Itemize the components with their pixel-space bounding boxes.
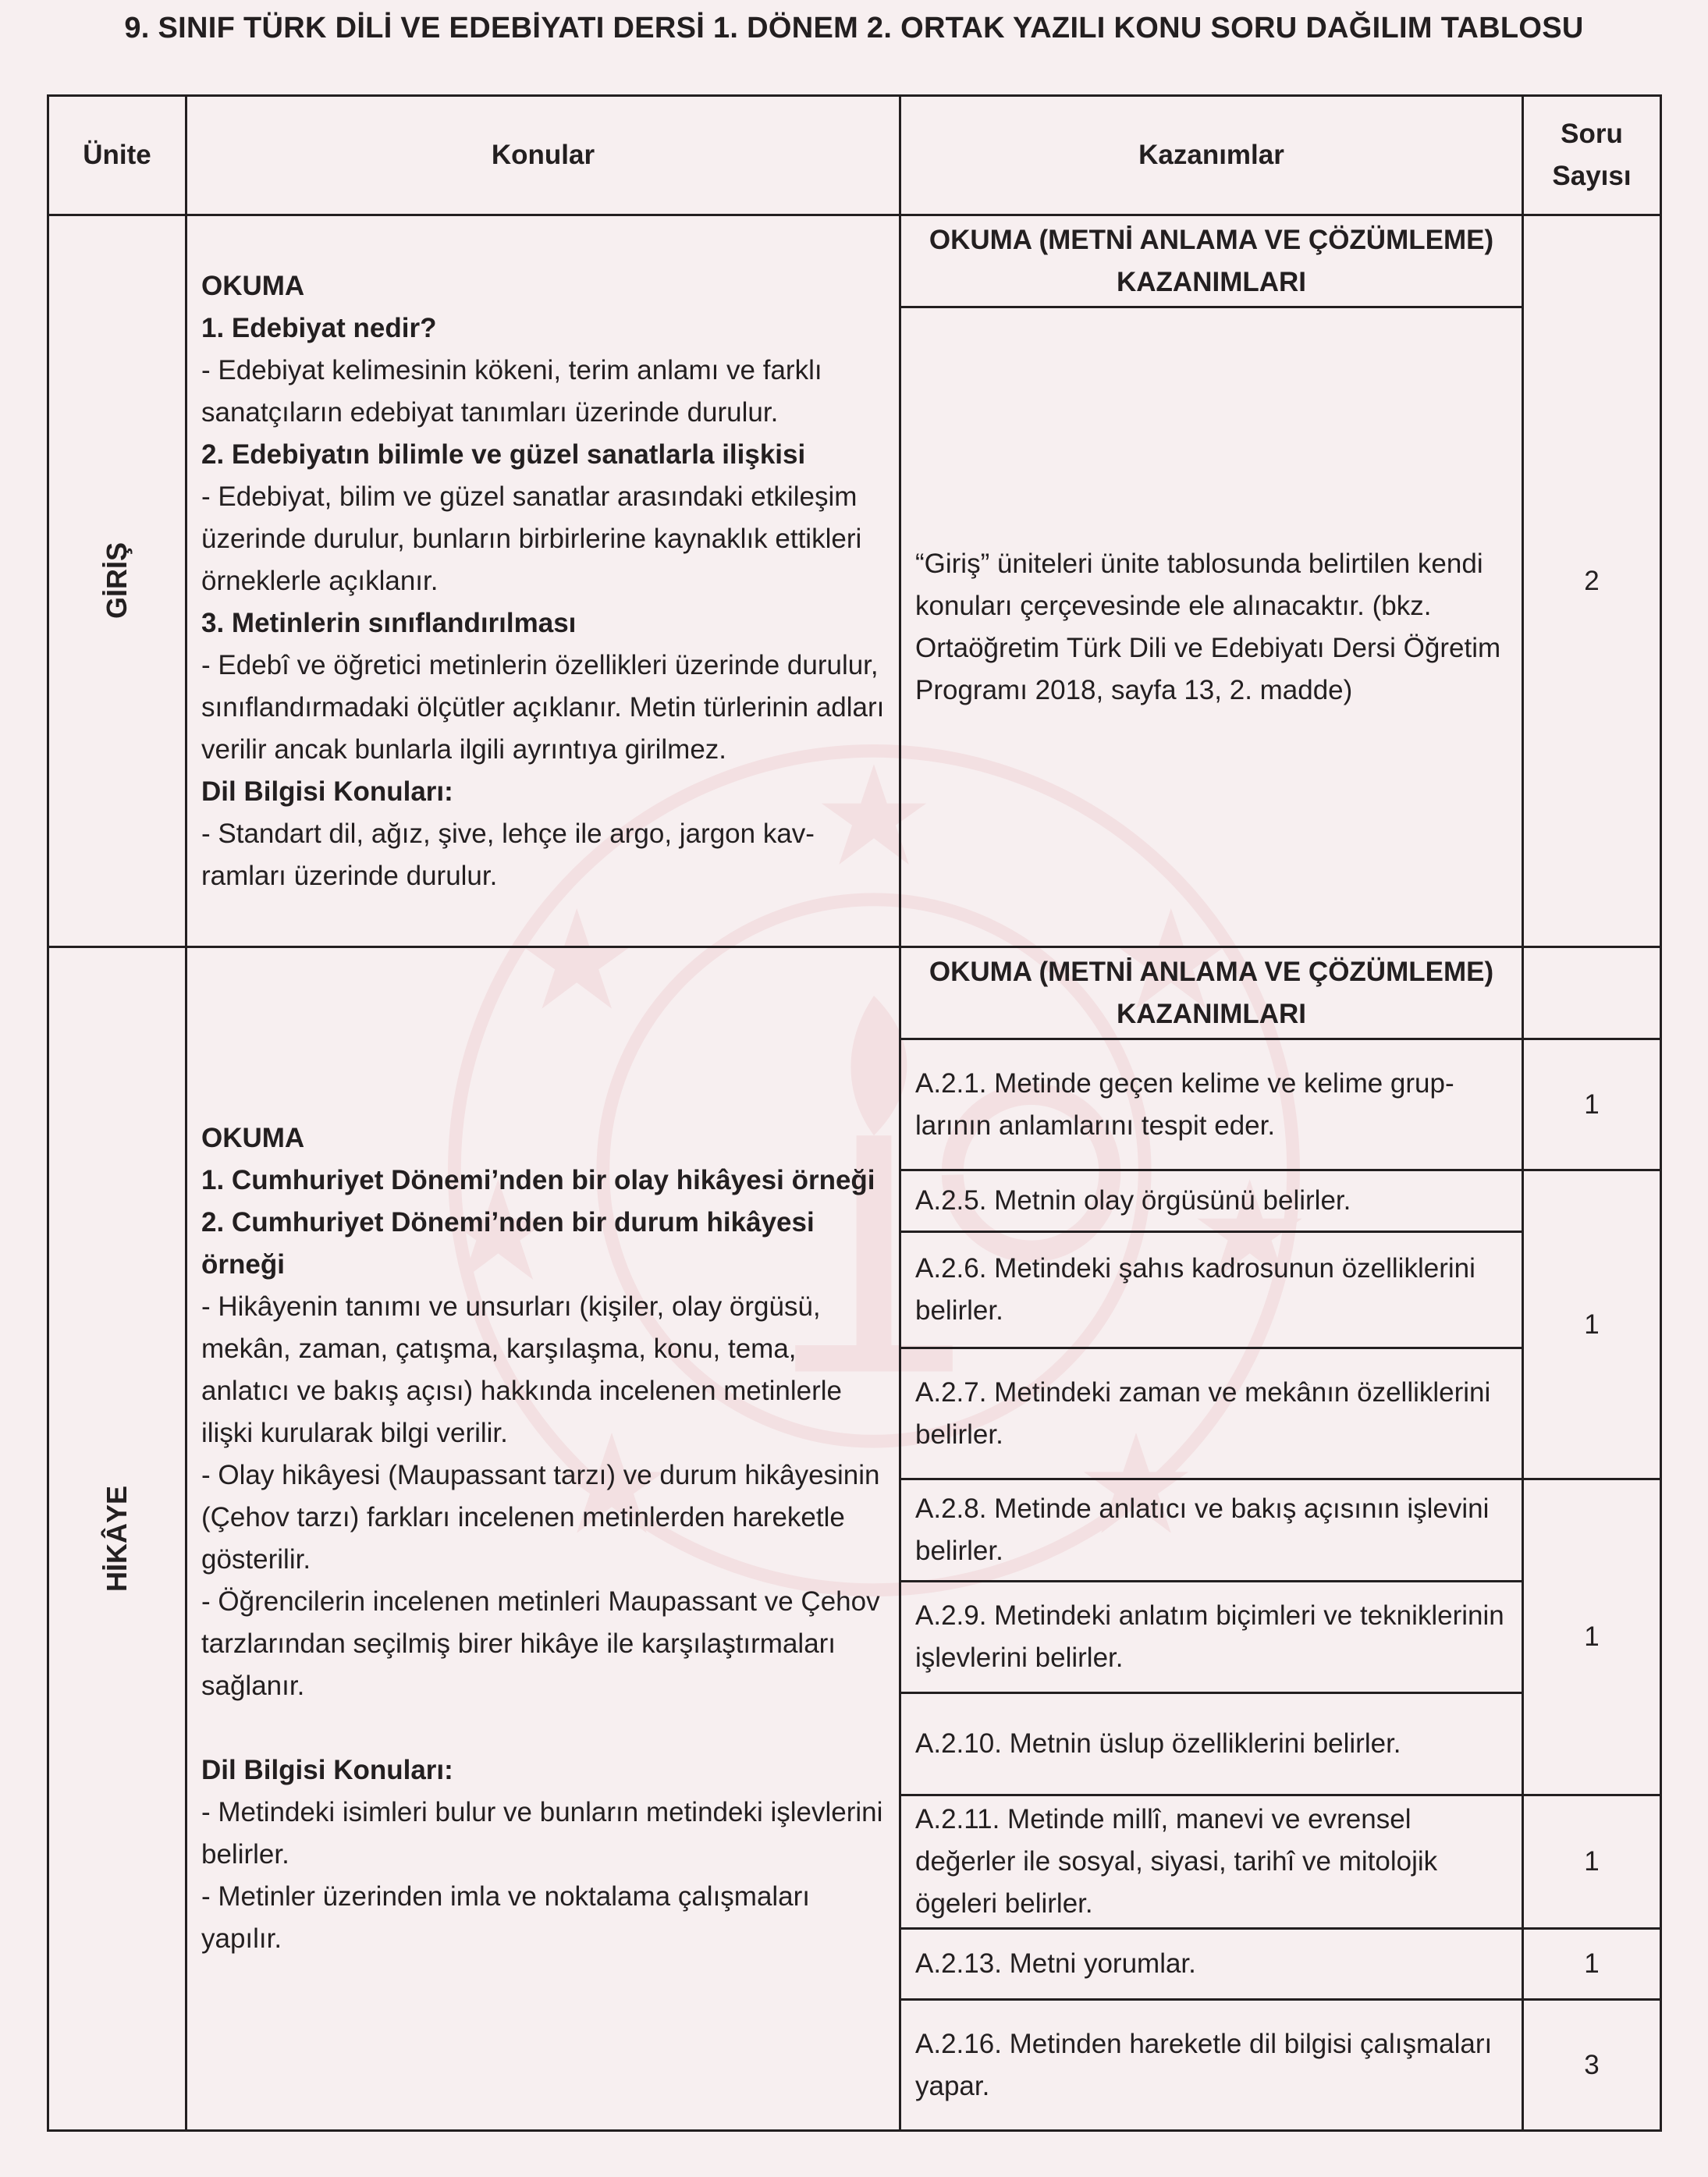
header-unite: Ünite [48, 96, 186, 215]
topic-text: - Metindeki isimleri bulur ve bunların metindeki işlevlerini belirler. [201, 1797, 883, 1870]
topic-subheading: 1. Edebiyat nedir? [201, 312, 437, 343]
topic-heading: OKUMA [201, 1123, 305, 1153]
topic-subheading: 1. Cumhuriyet Dönemi’nden bir olay hikâyesi örneği [201, 1165, 875, 1195]
kazanim-a-2-11: A.2.11. Metinde millî, manevi ve evrensel değerler ile sosyal, siyasi, tarihî ve mitolojik ögeleri belirler. [900, 1795, 1523, 1929]
topic-text: - Olay hikâyesi (Maupassant tarzı) ve durum hikâyesinin (Çehov tarzı) farkları incelenen metinlerden hareketle gösterilir. [201, 1460, 880, 1575]
topic-text: - Edebiyat kelimesinin kökeni, terim anlamı ve farklı sanatçıların edebiyat tanımları üzerinde durulur. [201, 354, 822, 428]
topic-question-distribution-table [47, 94, 1662, 2132]
topic-heading: OKUMA [201, 270, 305, 301]
kazanim-a-2-16: A.2.16. Metinden hareketle dil bilgisi çalışmaları yapar. [900, 2000, 1523, 2131]
kazanim-a-2-13: A.2.13. Metni yorumlar. [900, 1929, 1523, 2000]
topic-text: - Metinler üzerinden imla ve noktalama çalışmaları yapılır. [201, 1881, 811, 1954]
topic-text: - Edebî ve öğretici metinlerin özellikleri üzerinde durulur, sınıflandırmadaki ölçütler açıklanır. Metin türlerinin adları verilir ancak bunlarla ilgili ayrıntıya girilmez. [201, 649, 885, 765]
topics-cell-giris [186, 215, 900, 947]
kazanim-text-giris: “Giriş” üniteleri ünite tablosunda belirtilen kendi konuları çerçevesinde ele alınacaktır. (bkz. Ortaöğretim Türk Dili ve Edebiyatı Dersi Öğretim Programı 2018, sayfa 13, 2. madde) [900, 307, 1523, 947]
question-count-giris: 2 [1523, 215, 1661, 947]
unit-label-hikaye: HİKÂYE [101, 1485, 133, 1592]
unit-cell-giris [48, 215, 186, 947]
topic-text: - Hikâyenin tanımı ve unsurları (kişiler, olay örgüsü, mekân, zaman, çatışma, karşılaşma, konu, tema, anlatıcı ve bakış açısı) hakkında incelenen metinlerle ilişki kurularak bilgi verilir. [201, 1291, 842, 1448]
kazanim-header-hikaye: OKUMA (METNİ ANLAMA VE ÇÖZÜMLEME) KAZANIMLARI [900, 947, 1523, 1039]
topic-text: - Standart dil, ağız, şive, lehçe ile argo, jargon kavramları üzerinde durulur. [201, 818, 815, 891]
kazanim-a-2-1: A.2.1. Metinde geçen kelime ve kelime gruplarının anlamlarını tespit eder. [900, 1039, 1523, 1170]
topics-cell-hikaye [186, 947, 900, 2131]
topic-text: - Edebiyat, bilim ve güzel sanatlar arasındaki etkileşim üzerinde durulur, bunların birbirlerine kaynaklık ettikleri örneklerle açıklanır. [201, 481, 862, 596]
giris-row [48, 215, 1661, 307]
kazanim-a-2-8: A.2.8. Metinde anlatıcı ve bakış açısının işlevini belirler. [900, 1479, 1523, 1582]
kazanim-a-2-5: A.2.5. Metnin olay örgüsünü belirler. [900, 1170, 1523, 1232]
header-kazanimlar: Kazanımlar [900, 96, 1523, 215]
topic-subheading: Dil Bilgisi Konuları: [201, 1755, 453, 1785]
topic-subheading: Dil Bilgisi Konuları: [201, 776, 453, 807]
topic-subheading: 2. Edebiyatın bilimle ve güzel sanatlarla ilişkisi [201, 439, 806, 470]
kazanim-a-2-6: A.2.6. Metindeki şahıs kadrosunun özelliklerini belirler. [900, 1232, 1523, 1348]
hikaye-row [48, 947, 1661, 1039]
unit-cell-hikaye [48, 947, 186, 2131]
header-konular: Konular [186, 96, 900, 215]
header-sayisi-label: Sayısı [1552, 161, 1632, 191]
kazanim-a-2-7: A.2.7. Metindeki zaman ve mekânın özelliklerini belirler. [900, 1348, 1523, 1479]
question-count: 1 [1523, 1039, 1661, 1170]
kazanim-a-2-10: A.2.10. Metnin üslup özelliklerini belirler. [900, 1693, 1523, 1795]
question-count: 3 [1523, 2000, 1661, 2131]
kazanim-a-2-9: A.2.9. Metindeki anlatım biçimleri ve tekniklerinin işlevlerini belirler. [900, 1582, 1523, 1693]
unit-label-giris: GİRİŞ [100, 542, 133, 620]
question-count-empty [1523, 947, 1661, 1039]
topic-text: - Öğrencilerin incelenen metinleri Maupassant ve Çehov tarzlarından seçilmiş birer hikâye ile karşılaştırmaları sağlanır. [201, 1586, 880, 1701]
question-count: 1 [1523, 1929, 1661, 2000]
kazanim-header-giris: OKUMA (METNİ ANLAMA VE ÇÖZÜMLEME) KAZANIMLARI [900, 215, 1523, 307]
question-count: 1 [1523, 1795, 1661, 1929]
header-soru-sayisi [1523, 96, 1661, 215]
question-count: 1 [1523, 1170, 1661, 1479]
header-row [48, 96, 1661, 215]
topic-subheading: 3. Metinlerin sınıflandırılması [201, 607, 577, 638]
page-title: 9. SINIF TÜRK DİLİ VE EDEBİYATI DERSİ 1. DÖNEM 2. ORTAK YAZILI KONU SORU DAĞILIM TABLOSU [124, 12, 1584, 44]
topic-subheading: 2. Cumhuriyet Dönemi’nden bir durum hikâyesi örneği [201, 1207, 815, 1280]
question-count: 1 [1523, 1479, 1661, 1795]
header-soru-label: Soru [1561, 119, 1623, 149]
